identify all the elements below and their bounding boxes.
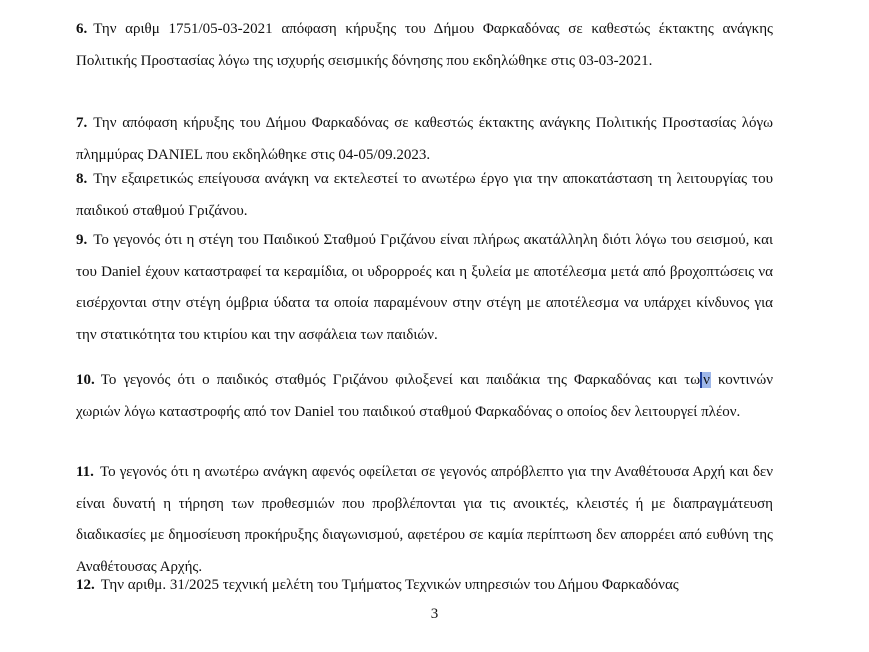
list-item-11 xyxy=(76,457,773,583)
list-item-6 xyxy=(76,14,773,77)
item-number: 11. xyxy=(76,464,94,480)
item-number: 8. xyxy=(76,171,88,187)
list-item-12 xyxy=(76,570,773,602)
item-text: Το γεγονός ότι η στέγη του Παιδικού Σταθμού Γριζάνου είναι πλήρως ακατάλληλη διότι λόγω του σεισμού, και του Daniel έχουν καταστραφεί τα κεραμίδια, οι υδρορροές και η ξυλεία με αποτέλεσμα μετά από βροχοπτώσεις να εισέρχονται στην στέγη όμβρια ύδατα τα οποία παραμένουν στην στέγη με αποτέλεσμα να υπάρχει κίνδυνος για την στατικότητα του κτιρίου και την ασφάλεια των παιδιών. xyxy=(76,232,773,343)
list-item-10 xyxy=(76,365,773,428)
item-text-end: κοντινών χωριών λόγω καταστροφής από τον Daniel του παιδικού σταθμού Φαρκαδόνας ο οποίος δεν λειτουργεί πλέον. xyxy=(76,372,773,420)
item-text: Την αριθμ 1751/05-03-2021 απόφαση κήρυξης του Δήμου Φαρκαδόνας σε καθεστώς έκτακτης ανάγκης Πολιτικής Προστασίας λόγω της ισχυρής σεισμικής δόνησης που εκδηλώθηκε στις 03-03-2021. xyxy=(76,21,773,69)
text-selection-highlight[interactable]: ν xyxy=(700,372,711,388)
item-text: Το γεγονός ότι η ανωτέρω ανάγκη αφενός οφείλεται σε γεγονός απρόβλεπτο για την Αναθέτουσα Αρχή και δεν είναι δυνατή η τήρηση των προθεσμιών που προβλέπονται για τις ανοικτές, κλειστές ή με διαπραγμάτευση διαδικασίες με δημοσίευση προκήρυξης διαγωνισμού, αφετέρου σε καμία περίπτωση δεν απορρέει από ευθύνη της Αναθέτουσας Αρχής. xyxy=(76,464,773,575)
item-text: Την αριθμ. 31/2025 τεχνική μελέτη του Τμήματος Τεχνικών υπηρεσιών του Δήμου Φαρκαδόνας xyxy=(100,577,679,593)
page-number: 3 xyxy=(430,606,439,622)
item-text: Την εξαιρετικώς επείγουσα ανάγκη να εκτελεστεί το ανωτέρω έργο για την αποκατάσταση τη λειτουργίας του παιδικού σταθμού Γριζάνου. xyxy=(76,171,773,219)
item-number: 10. xyxy=(76,372,95,388)
item-number: 12. xyxy=(76,577,95,593)
item-number: 7. xyxy=(76,115,88,131)
list-item-8 xyxy=(76,164,773,227)
item-number: 6. xyxy=(76,21,88,37)
list-item-7 xyxy=(76,108,773,171)
item-text: Την απόφαση κήρυξης του Δήμου Φαρκαδόνας σε καθεστώς έκτακτης ανάγκης Πολιτικής Προστασίας λόγω πλημμύρας DANIEL που εκδηλώθηκε στις 04-05/09.2023. xyxy=(76,115,773,163)
list-item-9 xyxy=(76,225,773,351)
item-number: 9. xyxy=(76,232,88,248)
item-text-start: Το γεγονός ότι ο παιδικός σταθμός Γριζάνου φιλοξενεί και παιδάκια της Φαρκαδόνας και τω xyxy=(100,372,701,388)
